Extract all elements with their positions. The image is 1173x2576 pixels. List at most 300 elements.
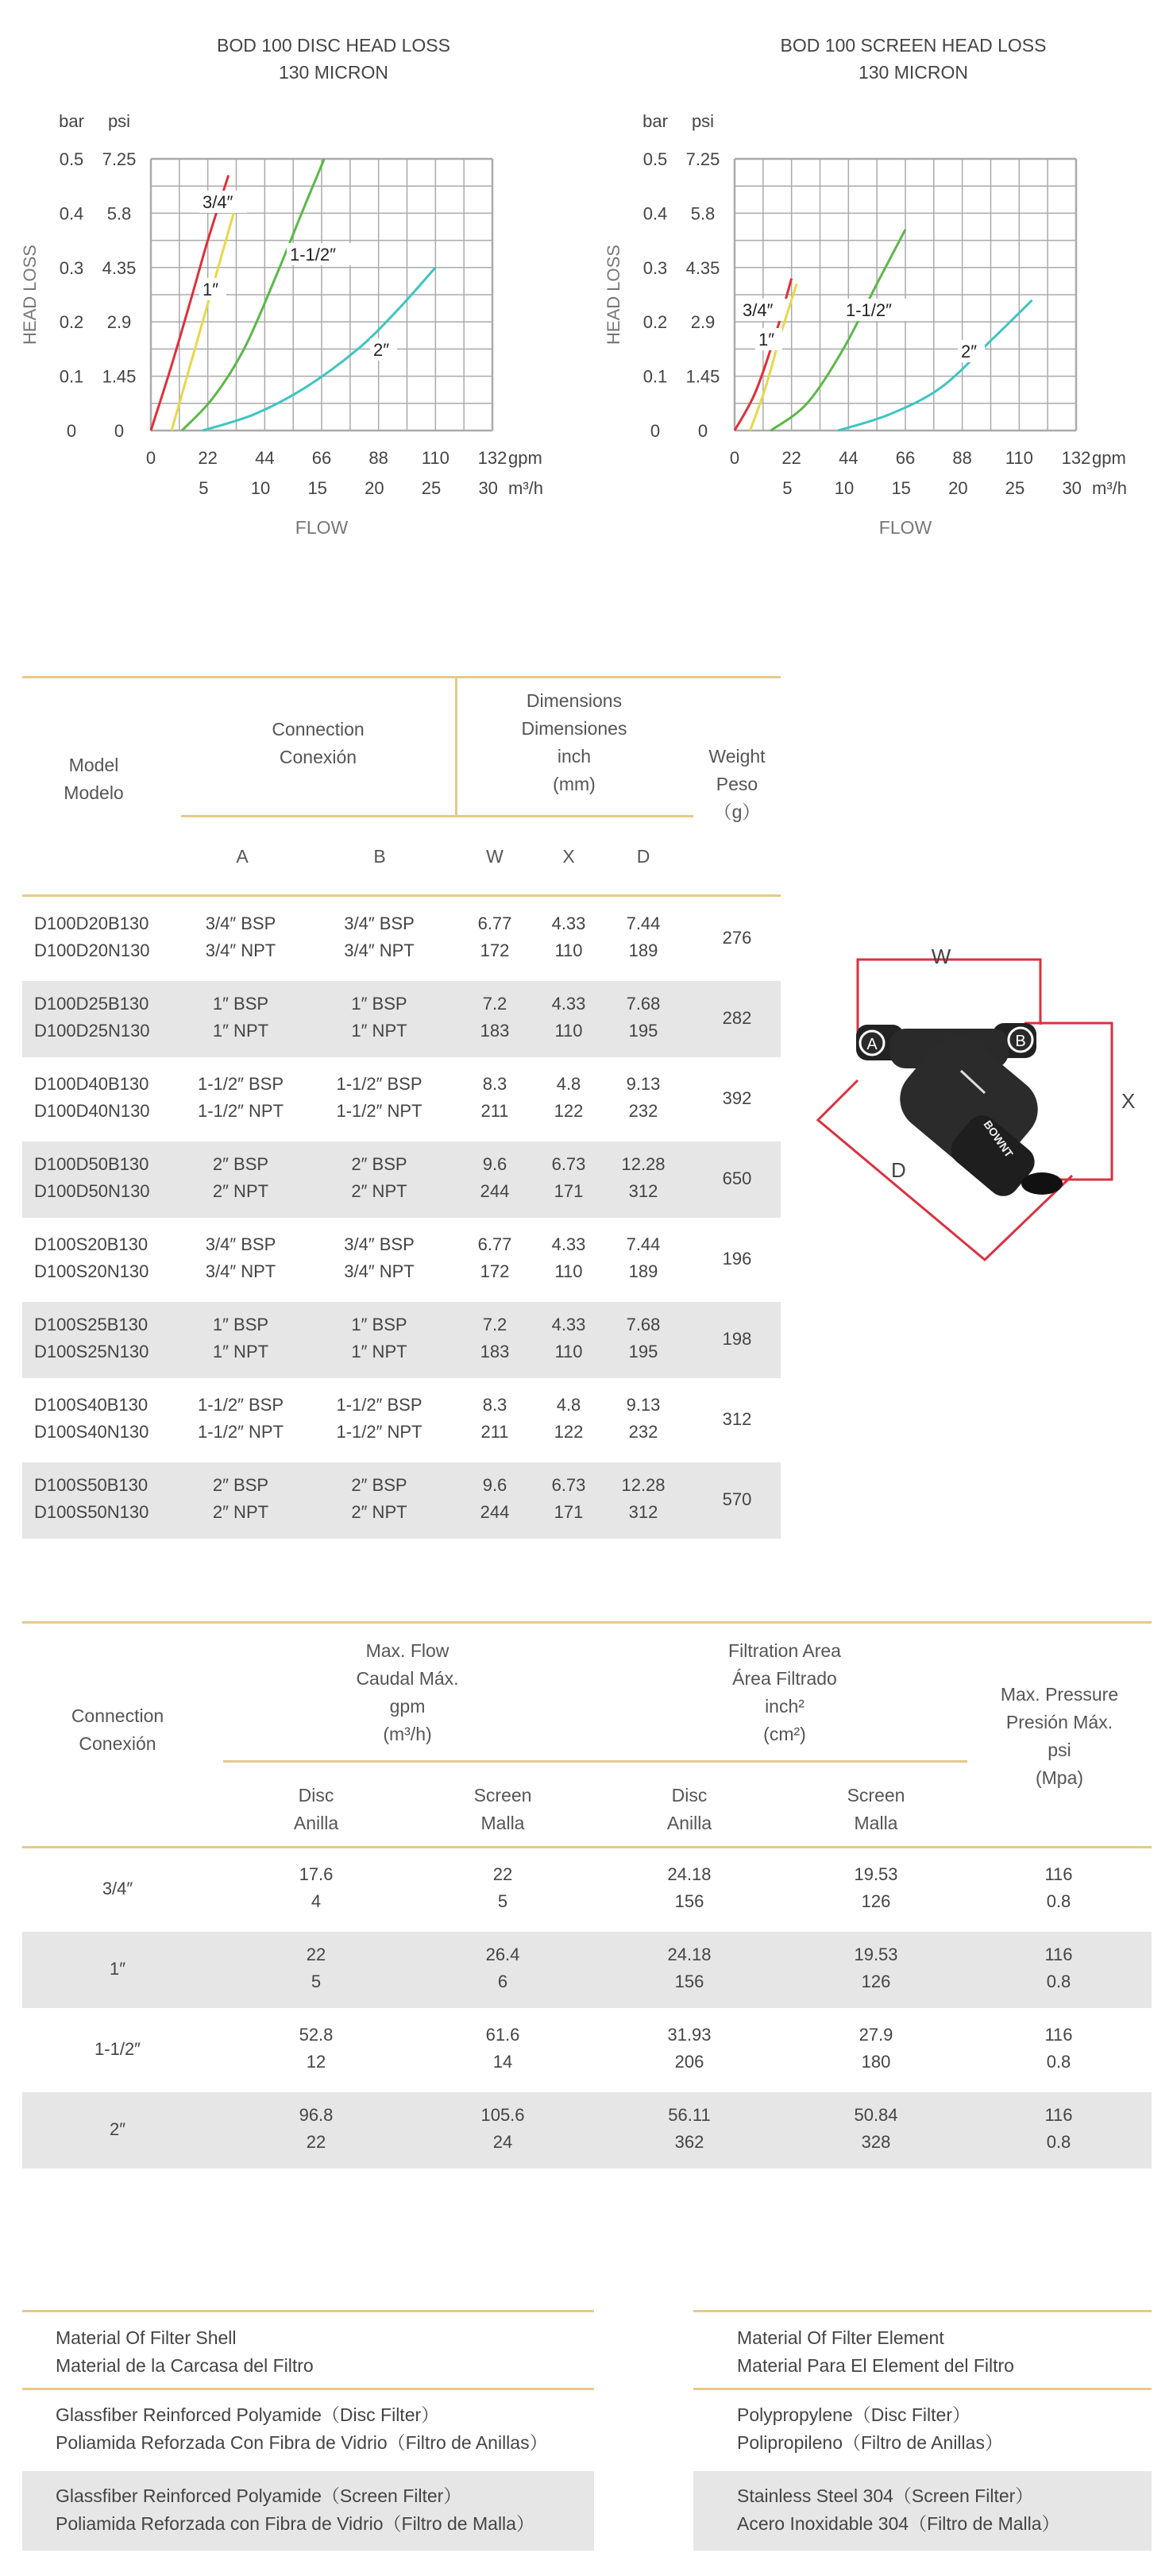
x-tick-gpm: 66 <box>311 448 332 468</box>
cell-f-line2: 5 <box>311 1972 322 1991</box>
cell-w-line1: 7.2 <box>482 994 507 1014</box>
cell-w-line1: 7.2 <box>482 1315 507 1334</box>
t2-header-pressure-psi: psi <box>1048 1740 1071 1760</box>
cell-s-line2: 24 <box>492 2132 513 2152</box>
header-weight-unit: （g） <box>713 801 761 822</box>
cell-x-line1: 4.33 <box>551 1315 586 1334</box>
cell-connection: 2″ <box>109 2119 126 2139</box>
cell-f-line1: 22 <box>306 1945 326 1964</box>
t2-sub-screen-area-en: Screen <box>847 1785 905 1806</box>
cell-b <box>310 1472 449 1526</box>
subheader-b: B <box>373 846 386 867</box>
t2-sub-screen-area <box>812 1782 940 1837</box>
t2-header-connection-en: Connection <box>71 1705 164 1726</box>
element-disc-es: Polipropileno（Filtro de Anillas） <box>737 2432 1003 2453</box>
cell-w-line1: 8.3 <box>482 1395 507 1415</box>
table2-body-rule <box>22 1846 1152 1848</box>
series-label: 1″ <box>203 280 219 299</box>
cell-b-line2: 126 <box>861 1891 891 1911</box>
cell-b-line1: 19.53 <box>854 1864 898 1884</box>
cell-b-line1: 1-1/2″ BSP <box>336 1074 423 1094</box>
cell-a-line1: 1-1/2″ BSP <box>197 1395 284 1415</box>
cell-d <box>612 1231 675 1285</box>
cell-a-line1: 24.18 <box>667 1945 712 1964</box>
cell-m-line1: D100D40B130 <box>34 1074 149 1094</box>
cell-d-line2: 232 <box>628 1422 658 1442</box>
cell-x-line1: 4.33 <box>551 994 586 1014</box>
t2-sub-disc-area <box>626 1782 753 1837</box>
cell-d-line1: 7.68 <box>626 994 661 1014</box>
cell-s-line2: 14 <box>492 2052 513 2072</box>
table-row <box>22 981 781 1057</box>
series-label: 1″ <box>758 330 775 350</box>
cell-b-line2: 1-1/2″ NPT <box>336 1422 423 1442</box>
cell-p-line1: 116 <box>1044 2025 1073 2045</box>
table-row <box>22 1382 781 1458</box>
cell-w-line1: 9.6 <box>482 1475 507 1495</box>
x-unit-m3h: m³/h <box>1092 478 1127 498</box>
y-tick-psi: 0 <box>114 421 125 441</box>
cell-x-line2: 171 <box>554 1502 584 1522</box>
cell-s-line1: 22 <box>492 1864 513 1884</box>
y-tick-bar: 0.4 <box>642 203 668 224</box>
element-disc-en: Polypropylene（Disc Filter） <box>737 2404 970 2425</box>
x-tick-gpm: 0 <box>729 448 740 468</box>
cell-s <box>439 1861 566 1915</box>
cell-d-line1: 7.44 <box>626 1234 661 1254</box>
cell-b <box>310 1071 449 1125</box>
cell-m-line2: D100D25N130 <box>34 1021 150 1041</box>
cell-b <box>812 1941 940 1995</box>
cell-d-line1: 9.13 <box>626 1395 661 1415</box>
t2-sub-screen-flow <box>439 1782 566 1837</box>
table2-mid-rule <box>223 1760 967 1763</box>
screen-head-loss-chart <box>584 103 1171 564</box>
cell-b-line2: 126 <box>861 1972 891 1991</box>
cell-s-line2: 5 <box>497 1891 508 1911</box>
header-dimensions-es: Dimensiones <box>521 718 627 739</box>
cell-s <box>439 2102 566 2156</box>
shell-mid-rule <box>22 2388 594 2390</box>
t2-sub-screen-flow-en: Screen <box>473 1785 532 1806</box>
x-tick-gpm: 44 <box>839 448 859 468</box>
cell-s <box>439 2022 566 2076</box>
cell-s-line1: 61.6 <box>485 2025 520 2045</box>
cell-m-line2: D100S40N130 <box>34 1422 149 1442</box>
y-tick-psi: 4.35 <box>685 257 720 278</box>
x-tick-m3h: 5 <box>782 478 793 498</box>
cell-a <box>173 1311 308 1365</box>
t2-sub-disc-flow-es: Anilla <box>293 1813 339 1833</box>
cell-b-line1: 1″ BSP <box>351 1315 407 1334</box>
cell-x-line1: 4.33 <box>551 913 586 933</box>
header-dimensions <box>455 687 693 798</box>
cell-p-line1: 116 <box>1044 2105 1073 2125</box>
y-tick-bar: 0.5 <box>59 149 84 169</box>
cell-w-line1: 6.77 <box>477 913 512 933</box>
cell-d-line1: 9.13 <box>626 1074 661 1094</box>
cell-w <box>463 1231 527 1285</box>
x-unit-gpm: gpm <box>1092 448 1126 468</box>
t2-header-area-inch: inch² <box>765 1696 805 1717</box>
model-dimension-table <box>22 676 781 1522</box>
cell-x-line1: 6.73 <box>551 1154 586 1174</box>
cell-x-line2: 110 <box>554 1261 583 1281</box>
cell-a-line1: 1″ BSP <box>212 994 269 1014</box>
element-heading-en: Material Of Filter Element <box>737 2327 944 2348</box>
element-top-rule <box>693 2310 1152 2312</box>
chart1-title <box>151 32 516 86</box>
cell-a-line1: 24.18 <box>667 1864 712 1884</box>
cell-b-line1: 27.9 <box>859 2025 893 2045</box>
cell-d <box>612 910 675 964</box>
cell-m-line2: D100S50N130 <box>34 1502 149 1522</box>
table-row <box>22 1222 781 1298</box>
shell-material-screen <box>22 2471 594 2551</box>
x-tick-m3h: 10 <box>250 478 271 498</box>
header-weight-en: Weight <box>708 746 766 767</box>
cell-m-line1: D100S20B130 <box>34 1234 149 1254</box>
table-row <box>22 2012 1152 2088</box>
cell-m-line2: D100D40N130 <box>34 1101 150 1121</box>
x-tick-m3h: 25 <box>1005 478 1025 498</box>
cell-x-line2: 122 <box>554 1422 584 1442</box>
header-connection-es: Conexión <box>279 747 357 767</box>
flow-area-pressure-table <box>22 1621 1152 2177</box>
y-tick-psi: 1.45 <box>685 366 720 387</box>
filter-body <box>856 1023 1063 1203</box>
cell-a-line2: 1-1/2″ NPT <box>197 1101 284 1121</box>
cell-weight: 570 <box>722 1489 752 1509</box>
cell-b <box>310 991 449 1045</box>
cell-a-line2: 3/4″ NPT <box>205 940 276 960</box>
shell-top-rule <box>22 2310 594 2312</box>
t2-header-pressure <box>967 1681 1152 1792</box>
t2-header-flow-m3h: (m³/h) <box>383 1724 432 1744</box>
cell-a <box>626 2022 753 2076</box>
subheader-a: A <box>236 846 249 867</box>
t2-sub-disc-area-es: Anilla <box>666 1813 712 1833</box>
header-dimensions-unit: inch <box>557 746 592 767</box>
cell-w <box>463 1071 527 1125</box>
unit-psi-label: psi <box>691 111 715 131</box>
t2-sub-disc-flow <box>253 1782 380 1837</box>
cell-p <box>995 2022 1122 2076</box>
t2-sub-screen-flow-es: Malla <box>480 1813 525 1833</box>
brand-logo-text: BOWNT <box>981 1118 1016 1161</box>
series-label: 3/4″ <box>743 300 774 320</box>
cell-w <box>463 1151 527 1205</box>
cell-b <box>310 910 449 964</box>
cell-b <box>812 2102 940 2156</box>
cell-w-line1: 6.77 <box>477 1234 512 1254</box>
cell-b-line2: 3/4″ NPT <box>344 940 415 960</box>
cell-a-line2: 2″ NPT <box>212 1181 269 1201</box>
cell-b-line1: 2″ BSP <box>351 1475 407 1495</box>
y-axis-label: HEAD LOSS <box>604 245 623 345</box>
cell-x-line2: 171 <box>554 1181 584 1201</box>
x-axis-label: FLOW <box>878 517 932 538</box>
cell-d-line1: 12.28 <box>621 1475 666 1495</box>
shell-material-heading <box>56 2324 314 2380</box>
header-dimensions-en: Dimensions <box>526 690 623 711</box>
cell-m <box>34 1151 193 1205</box>
t2-header-connection-es: Conexión <box>79 1733 156 1754</box>
cell-b-line1: 3/4″ BSP <box>344 1234 415 1254</box>
x-tick-gpm: 44 <box>255 448 275 468</box>
cell-w-line2: 183 <box>480 1021 510 1041</box>
t2-header-area <box>602 1637 967 1748</box>
cell-p-line2: 0.8 <box>1046 2052 1071 2072</box>
cell-connection: 3/4″ <box>102 1879 133 1898</box>
cell-weight: 312 <box>722 1409 752 1429</box>
cell-x <box>537 910 600 964</box>
cell-x-line2: 122 <box>554 1101 584 1121</box>
cell-b-line1: 1″ BSP <box>351 994 407 1014</box>
table1-body-rule <box>22 894 781 897</box>
shell-disc-en: Glassfiber Reinforced Polyamide（Disc Filter） <box>56 2404 440 2425</box>
cell-d-line2: 312 <box>628 1181 658 1201</box>
cell-s-line1: 105.6 <box>480 2105 525 2125</box>
y-tick-bar: 0.3 <box>642 257 668 278</box>
cell-f <box>253 1861 380 1915</box>
cell-x-line1: 4.8 <box>556 1395 581 1415</box>
dimension-x-line <box>1024 1023 1112 1180</box>
y-tick-bar: 0.2 <box>59 312 84 333</box>
cell-b-line2: 1″ NPT <box>351 1021 407 1041</box>
cell-a <box>173 1071 308 1125</box>
cell-d-line2: 195 <box>628 1342 658 1361</box>
cell-w <box>463 1392 527 1446</box>
cell-p-line2: 0.8 <box>1046 2132 1071 2152</box>
y-tick-psi: 7.25 <box>685 149 720 169</box>
cell-x <box>537 991 600 1045</box>
y-tick-psi: 4.35 <box>102 257 137 278</box>
t2-header-area-en: Filtration Area <box>728 1640 841 1661</box>
shell-heading-es: Material de la Carcasa del Filtro <box>56 2355 314 2376</box>
shell-disc-es: Poliamida Reforzada Con Fibra de Vidrio（Filtro de Anillas） <box>56 2432 548 2453</box>
cell-weight: 198 <box>722 1329 752 1349</box>
cell-a-line2: 3/4″ NPT <box>205 1261 276 1281</box>
cell-b-line2: 1-1/2″ NPT <box>336 1101 423 1121</box>
y-tick-bar: 0.1 <box>59 366 84 387</box>
cell-a-line1: 2″ BSP <box>212 1154 269 1174</box>
cell-d-line2: 189 <box>628 1261 658 1281</box>
cell-w-line2: 211 <box>480 1101 509 1121</box>
cell-weight: 276 <box>722 928 752 948</box>
cell-a-line1: 2″ BSP <box>212 1475 269 1495</box>
cell-x <box>537 1151 600 1205</box>
cell-p <box>995 1861 1122 1915</box>
x-tick-m3h: 15 <box>891 478 911 498</box>
cell-p <box>995 1941 1122 1995</box>
cell-b-line1: 2″ BSP <box>351 1154 407 1174</box>
x-unit-m3h: m³/h <box>508 478 543 498</box>
cell-x-line1: 4.8 <box>556 1074 581 1094</box>
cell-p-line2: 0.8 <box>1046 1972 1071 1991</box>
cell-m-line1: D100D25B130 <box>34 994 149 1014</box>
subheader-d: D <box>636 846 650 867</box>
x-tick-m3h: 25 <box>421 478 442 498</box>
cell-d-line2: 189 <box>628 940 658 960</box>
subheader-x: X <box>562 846 575 867</box>
cell-w-line2: 211 <box>480 1422 509 1442</box>
unit-bar-label: bar <box>642 111 668 131</box>
header-weight <box>693 743 781 826</box>
series-label: 1-1/2″ <box>846 300 892 320</box>
cell-a <box>173 991 308 1045</box>
t2-header-area-cm: (cm²) <box>763 1724 806 1744</box>
x-tick-m3h: 10 <box>834 478 855 498</box>
dimension-w-label: W <box>931 944 951 968</box>
cell-x <box>537 1472 600 1526</box>
cell-f-line2: 22 <box>306 2132 326 2152</box>
cell-a <box>173 1472 308 1526</box>
cell-a-line2: 206 <box>674 2052 704 2072</box>
cell-p-line2: 0.8 <box>1046 1891 1071 1911</box>
x-tick-gpm: 88 <box>952 448 972 468</box>
element-screen-text <box>737 2482 1060 2538</box>
cell-w-line2: 172 <box>480 1261 510 1281</box>
cell-d-line2: 312 <box>628 1502 658 1522</box>
t2-sub-disc-flow-en: Disc <box>298 1785 334 1806</box>
cell-a <box>173 1231 308 1285</box>
cell-f-line2: 4 <box>311 1891 322 1911</box>
y-tick-psi: 2.9 <box>106 312 132 333</box>
cell-m-line1: D100D50B130 <box>34 1154 149 1174</box>
x-tick-gpm: 88 <box>368 448 388 468</box>
t2-header-flow-en: Max. Flow <box>365 1640 450 1661</box>
cell-a-line1: 1″ BSP <box>212 1315 269 1334</box>
cell-b-line1: 19.53 <box>854 1945 898 1964</box>
cell-x-line2: 110 <box>554 1342 583 1361</box>
cell-m <box>34 1311 193 1365</box>
chart1-title-line1: BOD 100 DISC HEAD LOSS <box>217 35 450 56</box>
cell-d <box>612 1071 675 1125</box>
cell-d <box>612 1472 675 1526</box>
cell-a-line2: 1″ NPT <box>212 1021 269 1041</box>
y-tick-psi: 5.8 <box>690 203 716 224</box>
cell-d-line1: 12.28 <box>621 1154 666 1174</box>
table-row <box>22 1141 781 1218</box>
cell-b <box>310 1392 449 1446</box>
cell-d-line2: 232 <box>628 1101 658 1121</box>
cell-f-line2: 12 <box>306 2052 326 2072</box>
cell-connection: 1-1/2″ <box>95 2039 141 2059</box>
element-screen-es: Acero Inoxidable 304（Filtro de Malla） <box>737 2513 1060 2534</box>
header-connection <box>181 716 455 771</box>
table1-top-rule <box>22 676 781 678</box>
t2-header-pressure-es: Presión Máx. <box>1005 1712 1113 1732</box>
table-row <box>22 1061 781 1137</box>
y-tick-bar: 0 <box>66 421 77 441</box>
t2-header-pressure-en: Max. Pressure <box>1000 1684 1119 1705</box>
series-label: 2″ <box>373 340 390 360</box>
cell-x <box>537 1392 600 1446</box>
cell-s <box>439 1941 566 1995</box>
y-tick-bar: 0.3 <box>59 257 84 278</box>
cell-b <box>812 1861 940 1915</box>
table-row <box>22 901 781 977</box>
t2-header-area-es: Área Filtrado <box>732 1668 837 1689</box>
series-label: 1-1/2″ <box>290 245 336 265</box>
cell-m-line1: D100S25B130 <box>34 1315 149 1334</box>
cell-b-line1: 3/4″ BSP <box>344 913 415 933</box>
series-label: 2″ <box>961 342 978 361</box>
cell-m <box>34 1392 193 1446</box>
x-tick-gpm: 66 <box>895 448 916 468</box>
y-tick-psi: 2.9 <box>690 312 716 333</box>
cell-weight: 650 <box>722 1168 752 1188</box>
cell-w-line1: 8.3 <box>482 1074 507 1094</box>
cell-w <box>463 910 527 964</box>
cell-b <box>310 1311 449 1365</box>
element-mid-rule <box>693 2388 1152 2390</box>
cell-b-line2: 180 <box>861 2052 891 2072</box>
cell-f-line1: 96.8 <box>299 2105 334 2125</box>
cell-a-line2: 362 <box>674 2132 704 2152</box>
cell-p-line1: 116 <box>1044 1945 1073 1964</box>
dimension-d-label: D <box>891 1158 906 1182</box>
chart2-title-line1: BOD 100 SCREEN HEAD LOSS <box>780 35 1047 56</box>
element-heading-es: Material Para El Element del Filtro <box>737 2355 1014 2376</box>
cell-b <box>310 1151 449 1205</box>
cell-a-line1: 31.93 <box>667 2025 712 2045</box>
cell-x-line1: 4.33 <box>551 1234 586 1254</box>
table2-top-rule <box>22 1621 1152 1624</box>
cell-d-line1: 7.44 <box>626 913 661 933</box>
cell-x-line2: 110 <box>554 1021 583 1041</box>
shell-heading-en: Material Of Filter Shell <box>56 2327 237 2348</box>
cell-a-line1: 3/4″ BSP <box>205 1234 276 1254</box>
cell-m <box>34 910 193 964</box>
cell-d <box>612 991 675 1045</box>
cell-m <box>34 991 193 1045</box>
cell-a-line1: 3/4″ BSP <box>205 913 276 933</box>
table-row <box>22 2092 1152 2169</box>
cell-connection: 1″ <box>109 1959 126 1979</box>
table-row <box>22 1932 1152 2008</box>
cell-w <box>463 1311 527 1365</box>
cell-a <box>626 1861 753 1915</box>
cell-d <box>612 1151 675 1205</box>
x-tick-gpm: 110 <box>1005 448 1033 468</box>
cell-a-line2: 2″ NPT <box>212 1502 269 1522</box>
cell-m-line1: D100D20B130 <box>34 913 149 933</box>
cell-m <box>34 1231 193 1285</box>
cell-a <box>173 1151 308 1205</box>
cell-f <box>253 1941 380 1995</box>
cell-b-line2: 1″ NPT <box>351 1342 407 1361</box>
table-row <box>22 1462 781 1539</box>
cell-a-line1: 56.11 <box>668 2105 711 2125</box>
y-tick-psi: 0 <box>697 421 708 441</box>
cell-x <box>537 1311 600 1365</box>
cell-w <box>463 991 527 1045</box>
x-tick-gpm: 132 <box>477 448 507 468</box>
cell-f <box>253 2022 380 2076</box>
x-tick-m3h: 30 <box>1062 478 1082 498</box>
table-row <box>22 1302 781 1378</box>
dimension-x-label: X <box>1121 1089 1136 1113</box>
header-model <box>22 751 165 807</box>
header-model-en: Model <box>68 755 119 775</box>
cell-m-line2: D100S20N130 <box>34 1261 149 1281</box>
x-tick-gpm: 0 <box>145 448 156 468</box>
element-material-block <box>693 2310 1152 2552</box>
header-connection-en: Connection <box>272 719 365 740</box>
cell-a-line2: 156 <box>674 1972 704 1991</box>
